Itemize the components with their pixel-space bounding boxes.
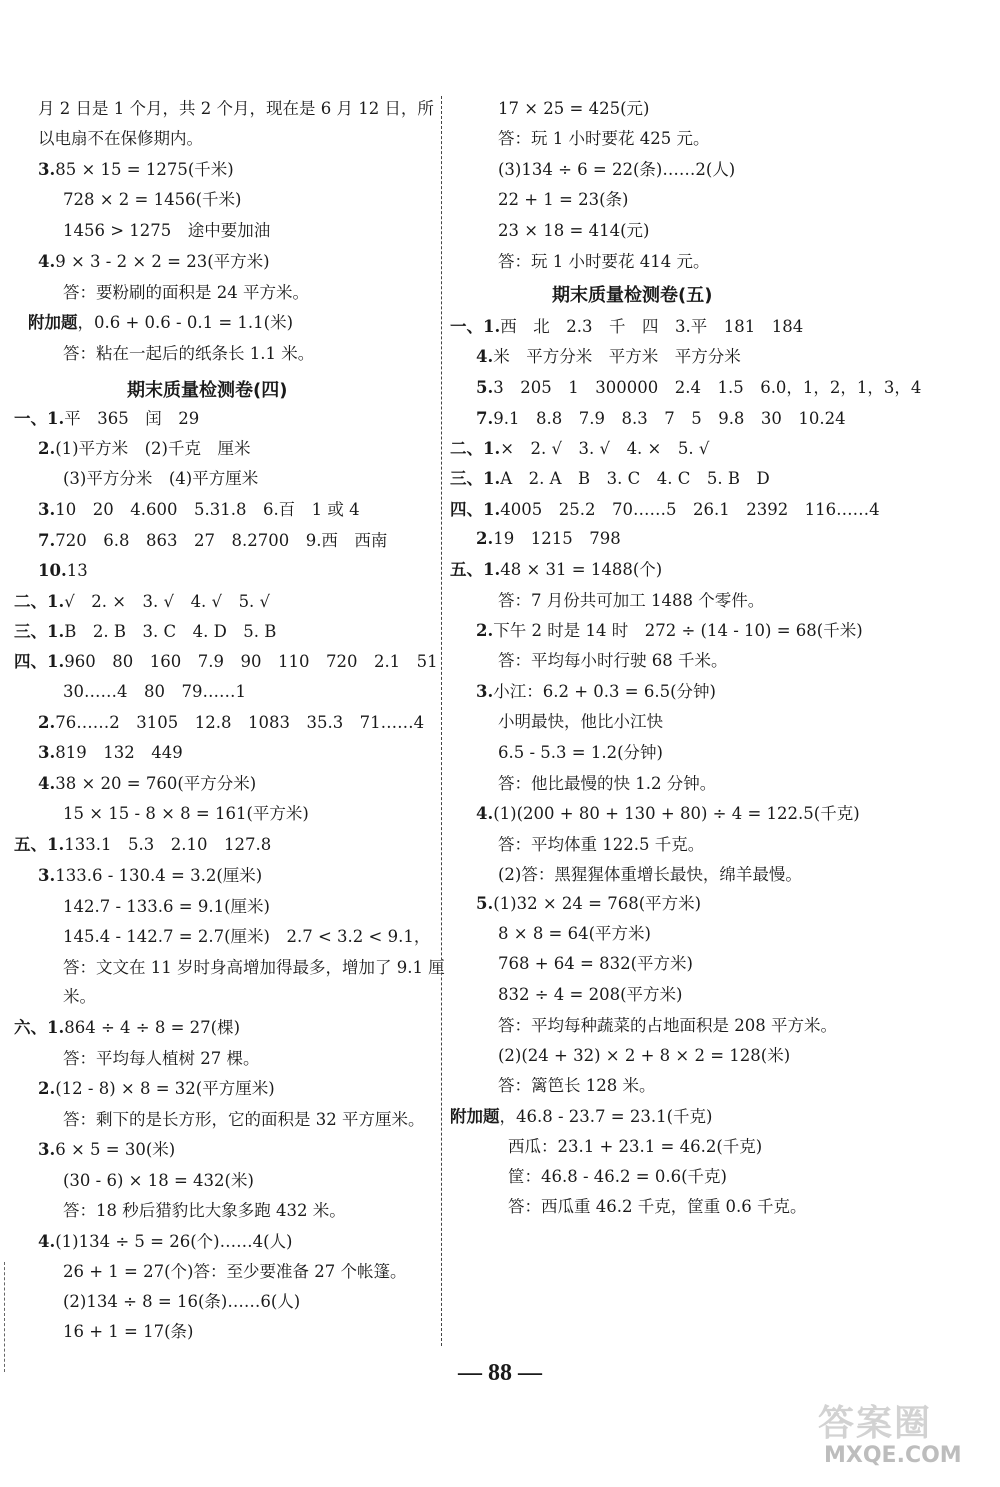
question-number: 2.	[476, 621, 494, 640]
answer-text: 48 × 31 = 1488(个)	[500, 560, 663, 579]
answer-text: 答：玩 1 小时要花 425 元。	[498, 129, 710, 148]
answer-line	[14, 834, 271, 856]
answer-line	[38, 773, 256, 795]
answer-text: 13	[66, 561, 88, 580]
answer-line	[38, 560, 88, 582]
answer-line	[498, 128, 709, 150]
answer-line	[450, 316, 803, 338]
binding-margin-mark	[4, 1262, 5, 1372]
answer-line	[63, 1200, 346, 1222]
question-number: 3.	[38, 866, 56, 885]
answer-line	[498, 590, 764, 612]
answer-line	[63, 957, 445, 979]
question-number: 3.	[38, 500, 56, 519]
answer-line	[450, 559, 662, 581]
question-number: 六、1.	[14, 1018, 65, 1037]
answer-line	[498, 1045, 790, 1067]
answer-line	[476, 803, 860, 825]
answer-text: 145.4 - 142.7 = 2.7(厘米) 2.7 < 3.2 < 9.1，	[63, 927, 431, 946]
answer-text: (1)平方米 (2)千克 厘米	[55, 439, 251, 458]
answer-text: 答：篱笆长 128 米。	[498, 1076, 656, 1095]
answer-line	[476, 408, 846, 430]
answer-line	[14, 621, 276, 643]
answer-text: 26 + 1 = 27(个)答：至少要准备 27 个帐篷。	[63, 1262, 407, 1281]
question-number: 2.	[38, 713, 56, 732]
answer-line	[14, 1017, 240, 1039]
answer-text: (2)答：黑猩猩体重增长最快，绵羊最慢。	[498, 865, 802, 884]
question-number: 4.	[38, 1232, 56, 1251]
answer-text: 38 × 20 = 760(平方分米)	[55, 774, 257, 793]
answer-line	[498, 220, 650, 242]
answer-text: 133.6 - 130.4 = 3.2(厘米)	[55, 866, 263, 885]
answer-text: 3 205 1 300000 2.4 1.5 6.0，1，2，1，3，4	[493, 378, 922, 397]
answer-line	[38, 499, 360, 521]
answer-text: 答：粘在一起后的纸条长 1.1 米。	[63, 344, 315, 363]
answer-line	[498, 1015, 837, 1037]
answer-line	[498, 159, 735, 181]
answer-text: 答：西瓜重 46.2 千克，筐重 0.6 千克。	[508, 1197, 807, 1216]
answer-line	[450, 499, 880, 521]
answer-text: (1)(200 + 80 + 130 + 80) ÷ 4 = 122.5(千克)	[493, 804, 860, 823]
watermark-logo-text: 答案圈	[818, 1403, 933, 1444]
answer-text: 西瓜：23.1 + 23.1 = 46.2(千克)	[508, 1137, 763, 1156]
answer-line	[38, 742, 183, 764]
answer-text: 答：平均体重 122.5 千克。	[498, 835, 705, 854]
question-number: 四、1.	[450, 500, 501, 519]
section-heading: 期末质量检测卷(五)	[552, 285, 713, 306]
section-heading: 期末质量检测卷(四)	[127, 380, 288, 401]
answer-line	[498, 864, 802, 886]
answer-text: 864 ÷ 4 ÷ 8 = 27(棵)	[64, 1018, 241, 1037]
answer-line	[498, 251, 709, 273]
answer-text: B 2. B 3. C 4. D 5. B	[64, 622, 277, 641]
question-number: 4.	[476, 804, 494, 823]
answer-line	[14, 651, 438, 673]
answer-text: A 2. A B 3. C 4. C 5. B D	[500, 469, 770, 488]
answer-line	[63, 282, 309, 304]
answer-line	[63, 1170, 254, 1192]
question-number: 7.	[476, 409, 494, 428]
answer-text: × 2. √ 3. √ 4. × 5. √	[500, 439, 710, 458]
answer-text: ，46.8 - 23.7 = 23.1(千克)	[499, 1107, 713, 1126]
watermark-logo	[818, 1395, 993, 1477]
question-number: 附加题	[28, 313, 78, 332]
answer-line	[63, 803, 309, 825]
answer-line	[38, 98, 434, 120]
question-number: 四、1.	[14, 652, 65, 671]
answer-text: 17 × 25 = 425(元)	[498, 99, 650, 118]
answer-text: 答：玩 1 小时要花 414 元。	[498, 252, 710, 271]
answer-line	[38, 128, 203, 150]
answer-line	[14, 591, 270, 613]
question-number: 二、1.	[14, 592, 65, 611]
answer-line	[63, 681, 246, 703]
answer-text: 答：文文在 11 岁时身高增加得最多，增加了 9.1 厘	[63, 958, 445, 977]
answer-line	[498, 1075, 655, 1097]
answer-text: 小明最快，他比小江快	[498, 712, 663, 731]
answer-text: 1456 > 1275 途中要加油	[63, 221, 271, 240]
question-number: 2.	[476, 529, 494, 548]
answer-text: 答：剩下的是长方形，它的面积是 32 平方厘米。	[63, 1110, 425, 1129]
answer-line	[476, 346, 741, 368]
answer-text: 9 × 3 - 2 × 2 = 23(平方米)	[55, 252, 270, 271]
answer-text: ，0.6 + 0.6 - 0.1 = 1.1(米)	[77, 313, 294, 332]
answer-text: 9.1 8.8 7.9 8.3 7 5 9.8 30 10.24	[493, 409, 846, 428]
answer-line	[498, 189, 629, 211]
answer-text: 15 × 15 - 8 × 8 = 161(平方米)	[63, 804, 309, 823]
question-number: 4.	[38, 252, 56, 271]
answer-line	[38, 1139, 175, 1161]
question-number: 4.	[38, 774, 56, 793]
answer-text: 筐：46.8 - 46.2 = 0.6(千克)	[508, 1167, 727, 1186]
answer-line	[498, 923, 651, 945]
answer-text: 16 + 1 = 17(条)	[63, 1322, 194, 1341]
answer-line	[14, 408, 199, 430]
question-number: 3.	[38, 743, 56, 762]
answer-text: 142.7 - 133.6 = 9.1(厘米)	[63, 897, 270, 916]
answer-text: 平 365 闰 29	[64, 409, 200, 428]
answer-text: 30……4 80 79……1	[63, 682, 246, 701]
column-divider	[441, 96, 442, 1346]
answer-line	[63, 220, 270, 242]
answer-line	[450, 468, 770, 490]
answer-line	[63, 926, 430, 948]
answer-line	[63, 1048, 260, 1070]
answer-text: (2)134 ÷ 8 = 16(条)……6(人)	[63, 1292, 301, 1311]
answer-text: 960 80 160 7.9 90 110 720 2.1 51	[64, 652, 438, 671]
question-number: 10.	[38, 561, 67, 580]
question-number: 3.	[38, 1140, 56, 1159]
question-number: 三、1.	[450, 469, 501, 488]
answer-text: (3)平方分米 (4)平方厘米	[63, 469, 259, 488]
answer-line	[450, 1106, 712, 1128]
answer-line	[38, 251, 270, 273]
answer-line	[38, 1231, 292, 1253]
question-number: 一、1.	[450, 317, 501, 336]
answer-text: 720 6.8 863 27 8.2700 9.西 西南	[55, 531, 388, 550]
answer-text: 832 ÷ 4 = 208(平方米)	[498, 985, 683, 1004]
page-number: — 88 —	[458, 1360, 542, 1386]
answer-line	[498, 984, 683, 1006]
question-number: 2.	[38, 439, 56, 458]
answer-line	[63, 189, 242, 211]
answer-text: 8 × 8 = 64(平方米)	[498, 924, 651, 943]
answer-line	[508, 1166, 727, 1188]
question-number: 3.	[476, 682, 494, 701]
answer-line	[38, 865, 262, 887]
answer-text: (1)32 × 24 = 768(平方米)	[493, 894, 702, 913]
answer-line	[498, 742, 663, 764]
answer-line	[38, 438, 250, 460]
answer-line	[498, 650, 728, 672]
answer-text: 答：要粉刷的面积是 24 平方米。	[63, 283, 309, 302]
answer-line	[63, 1321, 194, 1343]
answer-text: 6 × 5 = 30(米)	[55, 1140, 176, 1159]
answer-line	[63, 896, 270, 918]
question-number: 5.	[476, 894, 494, 913]
answer-text: 西 北 2.3 千 四 3.平 181 184	[500, 317, 804, 336]
answer-text: 768 + 64 = 832(平方米)	[498, 954, 693, 973]
answer-line	[508, 1196, 806, 1218]
question-number: 三、1.	[14, 622, 65, 641]
answer-line	[508, 1136, 762, 1158]
question-number: 5.	[476, 378, 494, 397]
answer-line	[476, 528, 621, 550]
answer-line	[450, 438, 709, 460]
question-number: 二、1.	[450, 439, 501, 458]
answer-text: 答：平均每人植树 27 棵。	[63, 1049, 260, 1068]
answer-text: 小江：6.2 + 0.3 = 6.5(分钟)	[493, 682, 716, 701]
answer-text: (12 - 8) × 8 = 32(平方厘米)	[55, 1079, 275, 1098]
answer-line	[476, 620, 863, 642]
question-number: 五、1.	[450, 560, 501, 579]
answer-line	[498, 834, 704, 856]
answer-line	[63, 468, 258, 490]
answer-line	[28, 312, 293, 334]
question-number: 4.	[476, 347, 494, 366]
answer-text: 10 20 4.600 5.31.8 6.百 1 或 4	[55, 500, 360, 519]
answer-text: 728 × 2 = 1456(千米)	[63, 190, 242, 209]
answer-line	[63, 986, 96, 1008]
answer-line	[476, 377, 921, 399]
answer-text: 答：18 秒后猎豹比大象多跑 432 米。	[63, 1201, 346, 1220]
question-number: 一、1.	[14, 409, 65, 428]
answer-text: 米。	[63, 987, 96, 1006]
answer-text: 22 + 1 = 23(条)	[498, 190, 629, 209]
answer-text: 819 132 449	[55, 743, 183, 762]
answer-text: (30 - 6) × 18 = 432(米)	[63, 1171, 254, 1190]
answer-text: 133.1 5.3 2.10 127.8	[64, 835, 272, 854]
answer-text: 以电扇不在保修期内。	[38, 129, 203, 148]
answer-text: 76……2 3105 12.8 1083 35.3 71……4	[55, 713, 425, 732]
question-number: 附加题	[450, 1107, 500, 1126]
answer-text: (2)(24 + 32) × 2 + 8 × 2 = 128(米)	[498, 1046, 791, 1065]
answer-line	[38, 530, 387, 552]
answer-line	[498, 953, 693, 975]
answer-line	[498, 711, 663, 733]
answer-line	[38, 1078, 275, 1100]
answer-line	[476, 681, 716, 703]
answer-text: √ 2. × 3. √ 4. √ 5. √	[64, 592, 271, 611]
answer-text: (3)134 ÷ 6 = 22(条)……2(人)	[498, 160, 736, 179]
question-number: 五、1.	[14, 835, 65, 854]
question-number: 7.	[38, 531, 56, 550]
answer-line	[63, 1261, 406, 1283]
answer-text: 23 × 18 = 414(元)	[498, 221, 650, 240]
question-number: 2.	[38, 1079, 56, 1098]
answer-line	[498, 773, 716, 795]
answer-line	[38, 159, 234, 181]
answer-text: 6.5 - 5.3 = 1.2(分钟)	[498, 743, 663, 762]
answer-line	[38, 712, 424, 734]
answer-text: 答：7 月份共可加工 1488 个零件。	[498, 591, 765, 610]
answer-line	[63, 1291, 300, 1313]
answer-text: 答：平均每小时行驶 68 千米。	[498, 651, 728, 670]
answer-text: 米 平方分米 平方米 平方分米	[493, 347, 741, 366]
answer-text: 85 × 15 = 1275(千米)	[55, 160, 234, 179]
answer-text: 答：平均每种蔬菜的占地面积是 208 平方米。	[498, 1016, 837, 1035]
answer-line	[63, 343, 314, 365]
question-number: 3.	[38, 160, 56, 179]
answer-text: 月 2 日是 1 个月，共 2 个月，现在是 6 月 12 日，所	[38, 99, 434, 118]
answer-line	[498, 98, 650, 120]
answer-line	[63, 1109, 425, 1131]
answer-text: 下午 2 时是 14 时 272 ÷ (14 - 10) = 68(千米)	[493, 621, 863, 640]
answer-line	[476, 893, 701, 915]
answer-text: 19 1215 798	[493, 529, 621, 548]
answer-text: 答：他比最慢的快 1.2 分钟。	[498, 774, 717, 793]
answer-text: 4005 25.2 70……5 26.1 2392 116……4	[500, 500, 880, 519]
answer-text: (1)134 ÷ 5 = 26(个)……4(人)	[55, 1232, 293, 1251]
watermark-url: MXQE.COM	[824, 1443, 962, 1468]
